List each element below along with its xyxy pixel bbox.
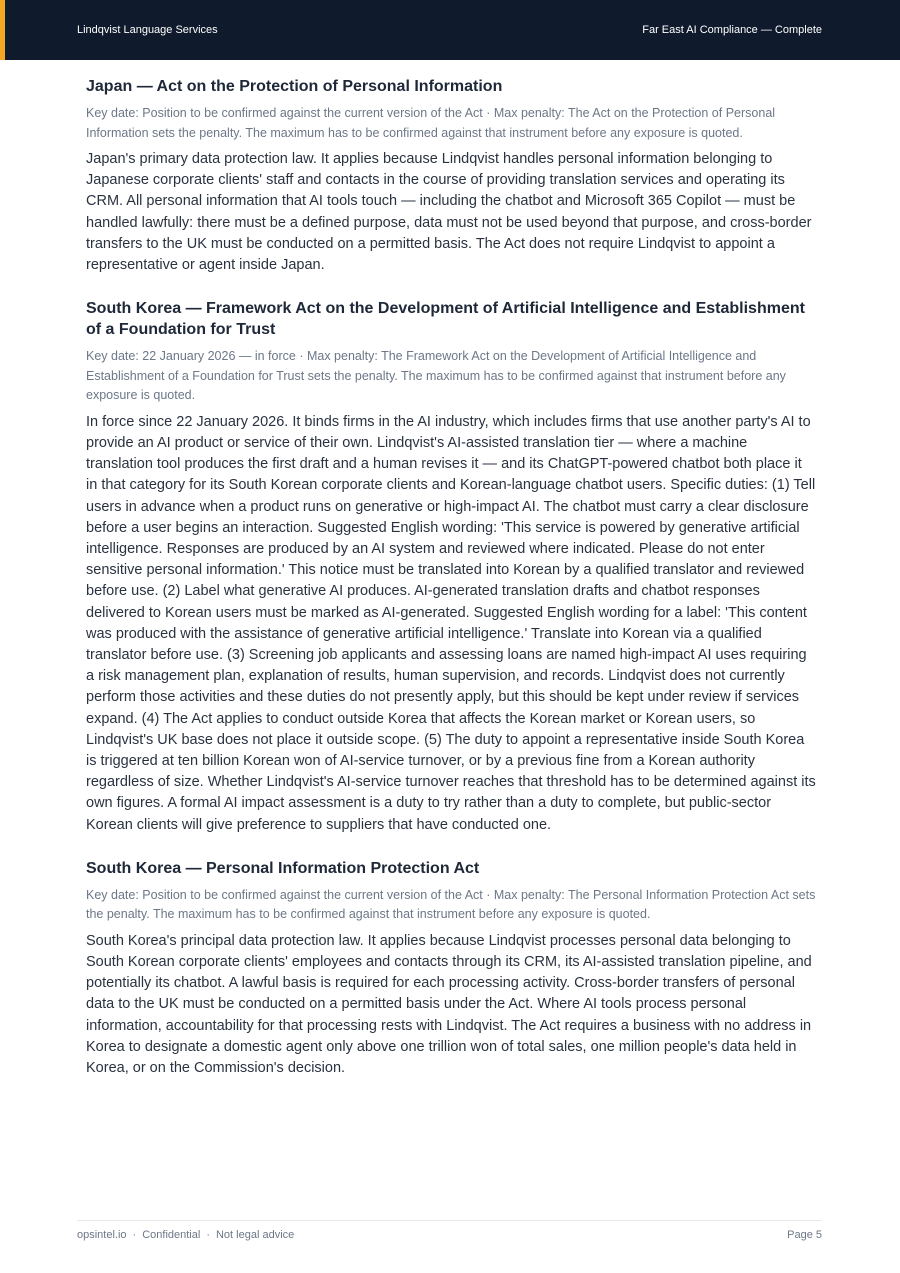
section-korea-pipa bbox=[86, 858, 816, 1079]
section-meta: Key date: Position to be confirmed against the current version of the Act · Max penalty: The Personal Information Protection Act sets the penalty. The maximum has to be confirmed against that instrument before any exposure is quoted. bbox=[86, 887, 816, 922]
footer-disclaimer: Not legal advice bbox=[215, 1229, 295, 1241]
section-title: Japan — Act on the Protection of Personal Information bbox=[86, 78, 503, 95]
section-korea-ai-framework-act bbox=[86, 298, 816, 836]
header-accent-bar bbox=[0, 0, 5, 60]
section-title: South Korea — Framework Act on the Development of Artificial Intelligence and Establishment of a Foundation for Trust bbox=[86, 300, 805, 339]
footer-separator: · bbox=[206, 1229, 210, 1241]
page-footer bbox=[77, 1220, 822, 1241]
section-meta: Key date: Position to be confirmed against the current version of the Act · Max penalty: The Act on the Protection of Personal Information sets the penalty. The maximum has to be confirmed against that instrument before any exposure is quoted. bbox=[86, 106, 776, 140]
section-body: Japan's primary data protection law. It applies because Lindqvist handles personal information belonging to Japanese corporate clients' staff and contacts in the course of providing translation services and operating its CRM. All personal information that AI tools touch — including the chatbot and Microsoft 365 Copilot — must be handled lawfully: there must be a defined purpose, data must not be used beyond that purpose, and cross-border transfers to the UK must be conducted on a permitted basis. The Act does not require Lindqvist to appoint a representative or agent inside Japan. bbox=[86, 151, 812, 274]
footer-separator: · bbox=[132, 1229, 137, 1241]
main-content bbox=[86, 76, 816, 1101]
page-number: Page 5 bbox=[787, 1229, 822, 1241]
section-title: South Korea — Personal Information Protection Act bbox=[86, 859, 480, 877]
section-japan-appi bbox=[86, 76, 816, 276]
page-header bbox=[0, 0, 900, 60]
section-body: South Korea's principal data protection law. It applies because Lindqvist processes personal data belonging to South Korean corporate clients' employees and contacts through its CRM, its AI-assisted translation pipeline, and potentially its chatbot. A lawful basis is required for each processing activity. Cross-border transfers of personal data to the UK must be conducted on a permitted basis under the Act. Where AI tools process personal information, accountability for that processing rests with Lindqvist. The Act requires a business with no address in Korea to designate a domestic agent only above one trillion won of total sales, one million people's data held in Korea, or on the Commission's decision. bbox=[86, 932, 812, 1076]
document-title: Far East AI Compliance — Complete bbox=[642, 24, 822, 36]
footer-confidential: Confidential bbox=[142, 1229, 201, 1241]
section-meta: Key date: 22 January 2026 — in force · Max penalty: The Framework Act on the Development of Artificial Intelligence and Establishment of a Foundation for Trust sets the penalty. The maximum has to be confirmed against that instrument before any exposure is quoted. bbox=[86, 349, 786, 403]
footer-info bbox=[77, 1229, 294, 1241]
section-body: In force since 22 January 2026. It binds firms in the AI industry, which includes firms that use another party's AI to provide an AI product or service of their own. Lindqvist's AI-assisted translation tier — where a machine translation tool produces the first draft and a human revises it — and its ChatGPT-powered chatbot both place it in that category for its South Korean corporate clients and Korean-language chatbot users. Specific duties: (1) Tell users in advance when a product runs on generative or high-impact AI. The chatbot must carry a clear disclosure before a user begins an interaction. Suggested English wording: 'This service is powered by generative artificial intelligence. Responses are produced by an AI system and reviewed where indicated. Please do not enter sensitive personal information.' This notice must be translated into Korean by a qualified translator and reviewed before use. (2) Label what generative AI produces. AI-generated translation drafts and chatbot responses delivered to Korean users must be marked as AI-generated. Suggested English wording for a label: 'This content was produced with the assistance of generative artificial intelligence.' Translate into Korean via a qualified translator before use. (3) Screening job applicants and assessing loans are named high-impact AI uses requiring a risk management plan, explanation of results, human supervision, and records. Lindqvist does not currently perform those activities and these duties do not presently apply, but this should be kept under review if services expand. (4) The Act applies to conduct outside Korea that affects the Korean market or Korean users, so Lindqvist's UK base does not place it outside scope. (5) The duty to appoint a representative inside South Korea is triggered at ten billion Korean won of AI-service turnover, or by a previous fine from a Korean authority regardless of size. Whether Lindqvist's AI-service turnover reaches that threshold has to be determined against its own figures. A formal AI impact assessment is a duty to try rather than a duty to complete, but public-sector Korean clients will give preference to suppliers that have conducted one. bbox=[86, 413, 816, 833]
footer-site: opsintel.io bbox=[77, 1229, 127, 1241]
company-name: Lindqvist Language Services bbox=[77, 24, 218, 36]
